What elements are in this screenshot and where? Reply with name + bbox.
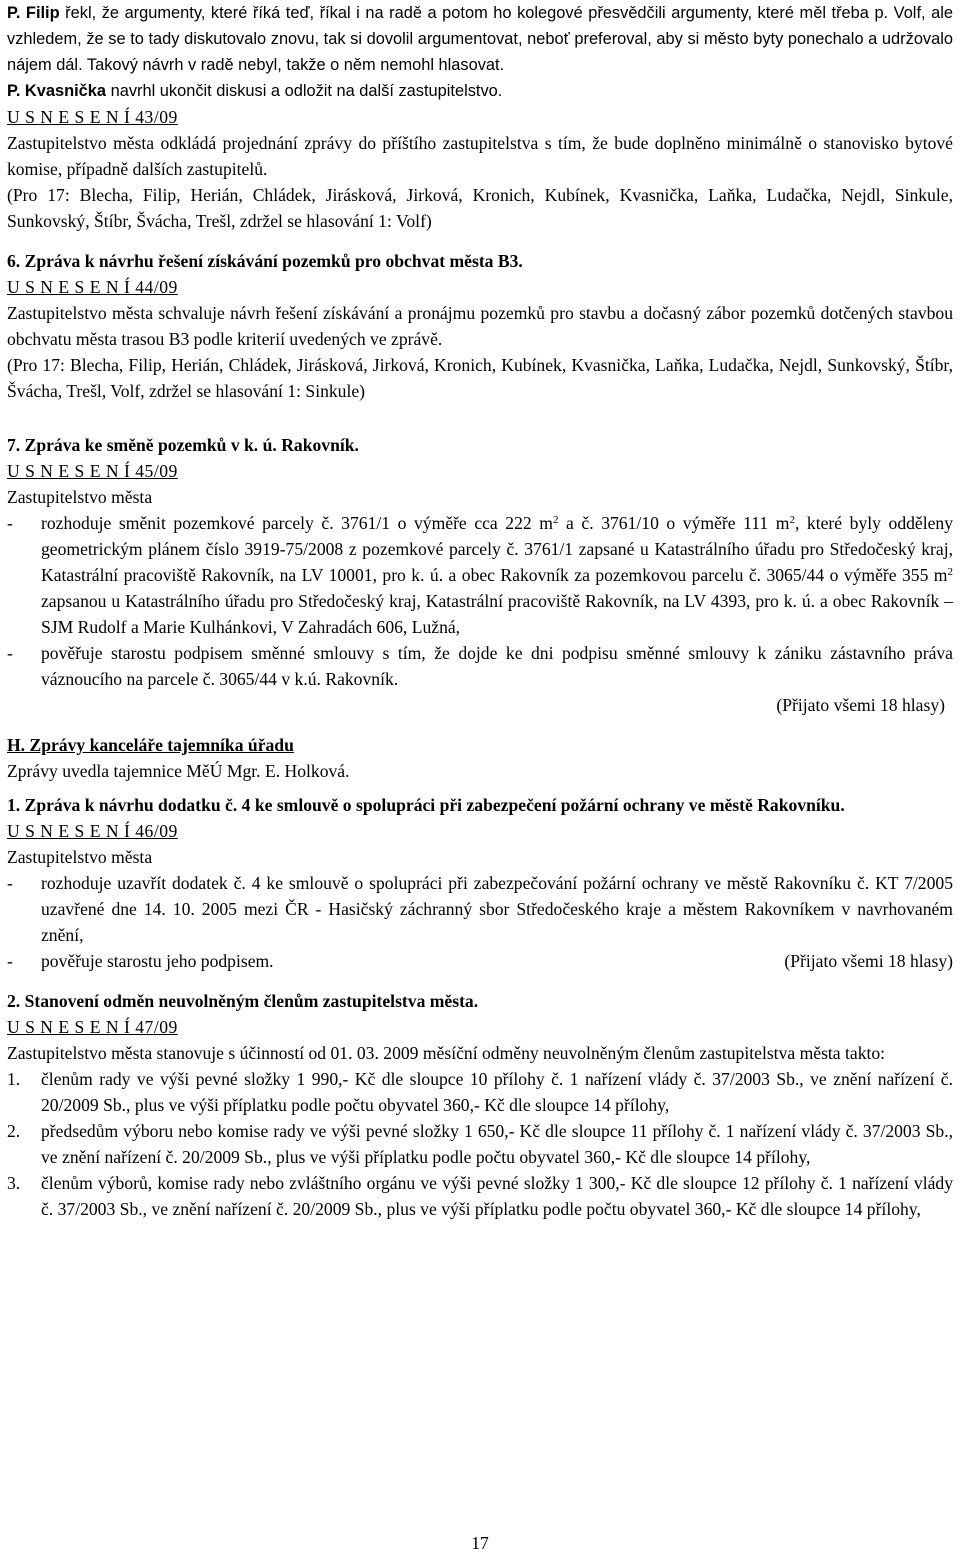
list-item bbox=[7, 510, 953, 640]
section-subtitle-h: Zprávy uvedla tajemnice MěÚ Mgr. E. Holková. bbox=[7, 761, 350, 781]
resolution-text-47: Zastupitelstvo města stanovuje s účinností od 01. 03. 2009 měsíční odměny neuvolněným členům zastupitelstva města takto: bbox=[7, 1043, 886, 1063]
resolution-heading-45: U S N E S E N Í 45/09 bbox=[7, 461, 178, 481]
list-number: 2. bbox=[7, 1121, 21, 1141]
speaker-text: řekl, že argumenty, které říká teď, říkal i na radě a potom ho kolegové přesvědčili argumenty, které měl třeba p. Volf, ale vzhledem, že se to tady diskutovalo znovu, tak si dovolil argumentovat, neboť preferoval, aby si město byty ponechalo a udržovalo nájem dál. Takový návrh v radě nebyl, takže o něm nemohl hlasovat. bbox=[7, 4, 953, 74]
document-page bbox=[7, 0, 953, 1222]
section-title-2: 2. Stanovení odměn neuvolněným členům zastupitelstva města. bbox=[7, 991, 479, 1011]
list-item bbox=[7, 640, 953, 692]
resolution-heading-43: U S N E S E N Í 43/09 bbox=[7, 107, 178, 127]
list-item-text: členům výborů, komise rady nebo zvláštního orgánu ve výši pevné složky 1 300,- Kč dle sloupce 12 přílohy č. 1 nařízení vlády č. 37/2003 Sb., ve znění nařízení č. 20/2009 Sb., plus ve výši příplatku podle počtu obyvatel 360,- Kč dle sloupce 14 přílohy, bbox=[41, 1173, 953, 1219]
section-title-h: H. Zprávy kanceláře tajemníka úřadu bbox=[7, 735, 294, 755]
speaker-name: P. Kvasnička bbox=[7, 82, 107, 100]
paragraph-kvasnicka bbox=[7, 78, 953, 104]
vote-record-45: (Přijato všemi 18 hlasy) bbox=[776, 695, 945, 715]
resolution-intro-45: Zastupitelstvo města bbox=[7, 487, 153, 507]
resolution-heading-46: U S N E S E N Í 46/09 bbox=[7, 821, 178, 841]
list-dash: - bbox=[7, 951, 13, 971]
list-number: 3. bbox=[7, 1173, 21, 1193]
resolution-heading-44: U S N E S E N Í 44/09 bbox=[7, 277, 178, 297]
resolution-text-44: Zastupitelstvo města schvaluje návrh řešení získávání a pronájmu pozemků pro stavbu a dočasný zábor pozemků dotčených stavbou obchvatu města trasou B3 podle kriterií uvedených ve zprávě. bbox=[7, 303, 953, 349]
speaker-name: P. Filip bbox=[7, 4, 60, 22]
spacer bbox=[7, 418, 953, 432]
list-dash: - bbox=[7, 643, 13, 663]
vote-record-43: (Pro 17: Blecha, Filip, Herián, Chládek, Jirásková, Jirková, Kronich, Kubínek, Kvasnička, Laňka, Ludačka, Nejdl, Sinkule, Sunkovský, Štíbr, Švácha, Trešl, zdržel se hlasování 1: Volf) bbox=[7, 185, 953, 231]
resolution-intro-46: Zastupitelstvo města bbox=[7, 847, 153, 867]
list-dash: - bbox=[7, 513, 13, 533]
list-item-text: členům rady ve výši pevné složky 1 990,- Kč dle sloupce 10 přílohy č. 1 nařízení vlády č. 37/2003 Sb., ve znění nařízení č. 20/2009 Sb., plus ve výši příplatku podle počtu obyvatel 360,- Kč dle sloupce 14 přílohy, bbox=[41, 1069, 953, 1115]
paragraph-filip bbox=[7, 0, 953, 78]
section-title-7: 7. Zpráva ke směně pozemků v k. ú. Rakovník. bbox=[7, 435, 359, 455]
list-dash: - bbox=[7, 873, 13, 893]
list-item bbox=[7, 1170, 953, 1222]
list-number: 1. bbox=[7, 1069, 21, 1089]
section-title-1: 1. Zpráva k návrhu dodatku č. 4 ke smlouvě o spolupráci při zabezpečení požární ochrany ve městě Rakovníku. bbox=[7, 795, 845, 815]
spacer bbox=[7, 718, 953, 732]
list-item-text: pověřuje starostu podpisem směnné smlouvy s tím, že dojde ke dni podpisu směnné smlouvy k zániku zástavního práva váznoucího na parcele č. 3065/44 v k.ú. Rakovník. bbox=[41, 643, 953, 689]
list-item-text: rozhoduje uzavřít dodatek č. 4 ke smlouvě o spolupráci při zabezpečování požární ochrany ve městě Rakovníku č. KT 7/2005 uzavřené dne 14. 10. 2005 mezi ČR - Hasičský záchranný sbor Středočeského kraje a městem Rakovníkem v navrhovaném znění, bbox=[41, 873, 953, 945]
resolution-text-43: Zastupitelstvo města odkládá projednání zprávy do příštího zastupitelstva s tím, že bude doplněno minimálně o stanovisko bytové komise, případně dalších zastupitelů. bbox=[7, 133, 953, 179]
list-item bbox=[7, 1066, 953, 1118]
spacer bbox=[7, 404, 953, 418]
list-item-with-vote bbox=[41, 948, 953, 974]
list-item-text: předsedům výboru nebo komise rady ve výši pevné složky 1 650,- Kč dle sloupce 11 přílohy č. 1 nařízení vlády č. 37/2003 Sb., ve znění nařízení č. 20/2009 Sb., plus ve výši příplatku podle počtu obyvatel 360,- Kč dle sloupce 14 přílohy, bbox=[41, 1121, 953, 1167]
resolution-heading-47: U S N E S E N Í 47/09 bbox=[7, 1017, 178, 1037]
section-title-6: 6. Zpráva k návrhu řešení získávání pozemků pro obchvat města B3. bbox=[7, 251, 523, 271]
spacer bbox=[7, 784, 953, 792]
spacer bbox=[7, 234, 953, 248]
list-item bbox=[7, 870, 953, 948]
vote-record-44: (Pro 17: Blecha, Filip, Herián, Chládek, Jirásková, Jirková, Kronich, Kubínek, Kvasnička, Laňka, Ludačka, Nejdl, Sunkovský, Štíbr, Švácha, Trešl, Volf, zdržel se hlasování 1: Sinkule) bbox=[7, 355, 953, 401]
vote-record-46: (Přijato všemi 18 hlasy) bbox=[784, 951, 953, 971]
page-number: 17 bbox=[471, 1533, 489, 1553]
list-item-text: rozhoduje směnit pozemkové parcely č. 3761/1 o výměře cca 222 $m^2$ a č. 3761/10 o výměře 111 $m^2$, které byly odděleny geometrickým plánem číslo 3919-75/2008 z pozemkové parcely č. 3761/1 zapsané u Katastrálního úřadu pro Středočeský kraj, Katastrální pracoviště Rakovník, na LV 10001, pro k. ú. a obec Rakovník za pozemkovou parcelu č. 3065/44 o výměře 355 $m^2$ zapsanou u Katastrálního úřadu pro Středočeský kraj, Katastrální pracoviště Rakovník, na LV 4393, pro k. ú. a obec Rakovník – SJM Rudolf a Marie Kulhánkovi, V Zahradách 606, Lužná, bbox=[41, 513, 954, 637]
speaker-text: navrhl ukončit diskusi a odložit na další zastupitelstvo. bbox=[106, 82, 503, 100]
list-item-text: pověřuje starostu jeho podpisem. bbox=[41, 951, 274, 971]
spacer bbox=[7, 974, 953, 988]
list-item bbox=[7, 1118, 953, 1170]
list-item bbox=[7, 948, 953, 974]
